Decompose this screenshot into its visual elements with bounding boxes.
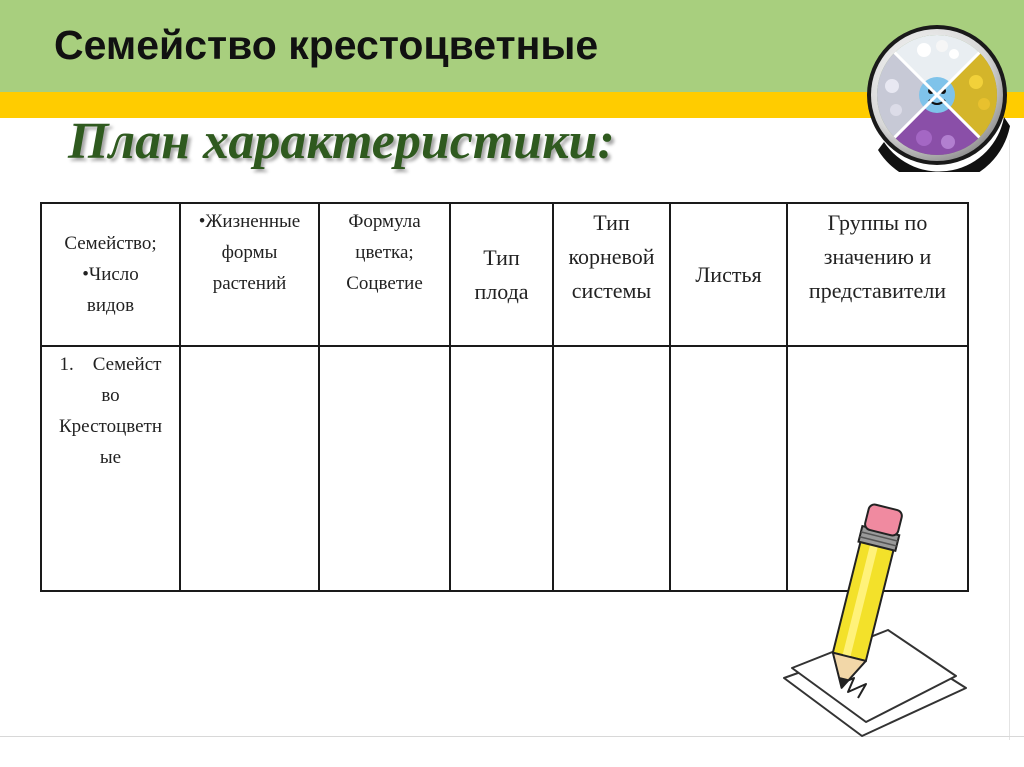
table-header-row [41, 203, 968, 346]
slide-title: Семейство крестоцветные [54, 22, 599, 68]
header-groups: Группы по значению и представители [787, 203, 968, 346]
slide-subtitle: План характеристики: [68, 113, 615, 170]
cell-flower-formula [319, 346, 450, 591]
header-root-system: Тип корневой системы [553, 203, 670, 346]
cell-family-name: 1. Семейст во Крестоцветн ые [41, 346, 180, 591]
flower-collage-emblem-icon [864, 22, 1014, 172]
header-leaves: Листья [670, 203, 787, 346]
header-fruit-type: Тип плода [450, 203, 553, 346]
cell-life-forms [180, 346, 319, 591]
list-number: 1. [59, 354, 74, 375]
pencil-writing-icon [770, 500, 980, 745]
header-family: Семейство; •Число видов [41, 203, 180, 346]
header-flower-formula: Формула цветка; Соцветие [319, 203, 450, 346]
cell-fruit-type [450, 346, 553, 591]
cell-root-system [553, 346, 670, 591]
slide-edge-line [1009, 140, 1010, 740]
header-life-forms: •Жизненные формы растений [180, 203, 319, 346]
